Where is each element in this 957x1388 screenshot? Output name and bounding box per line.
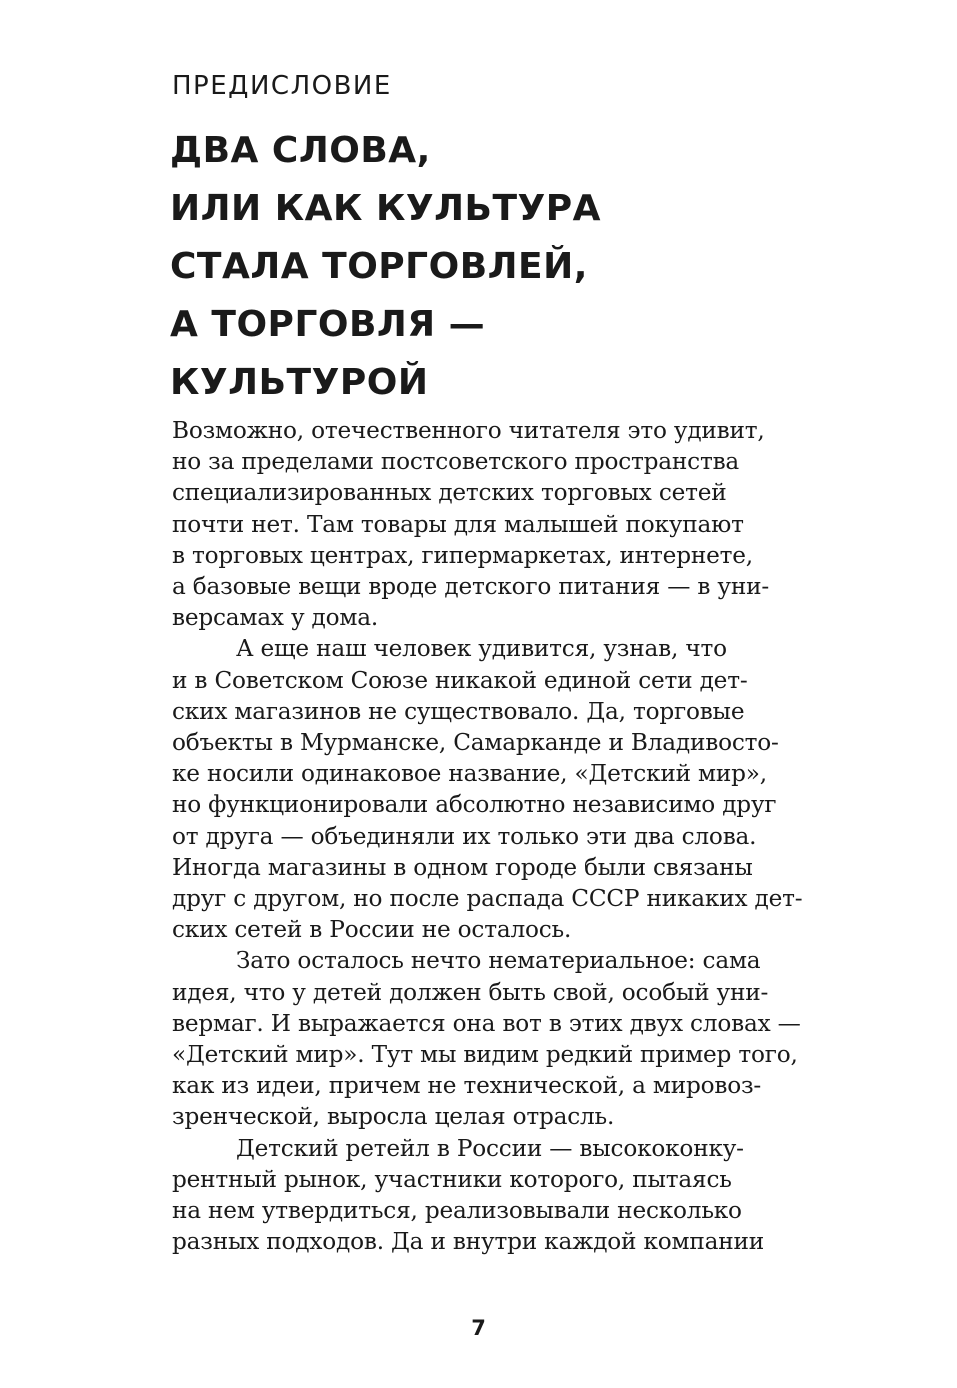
paragraph-3 — [172, 945, 872, 1132]
text-line: от друга — объединяли их только эти два слова. — [172, 822, 757, 850]
text-line: ских магазинов не существовало. Да, торговые — [172, 697, 745, 725]
paragraph-2 — [172, 633, 872, 945]
text-line: в торговых центрах, гипермаркетах, интернете, — [172, 541, 753, 569]
chapter-title-line: А ТОРГОВЛЯ — — [170, 304, 486, 345]
text-line: но за пределами постсоветского пространства — [172, 448, 740, 476]
paragraph-1 — [172, 415, 872, 633]
chapter-title-line: КУЛЬТУРОЙ — [170, 362, 429, 403]
text-line: А еще наш человек удивится, узнав, что — [236, 635, 727, 663]
chapter-title-line: ИЛИ КАК КУЛЬТУРА — [170, 188, 602, 229]
chapter-title-line: ДВА СЛОВА, — [170, 130, 431, 171]
text-line: Возможно, отечественного читателя это удивит, — [172, 417, 765, 444]
text-line: друг с другом, но после распада СССР никаких дет- — [172, 885, 803, 913]
chapter-title — [170, 122, 601, 412]
text-line: Иногда магазины в одном городе были связаны — [172, 853, 753, 881]
text-line: и в Советском Союзе никакой единой сети дет- — [172, 666, 748, 694]
text-line: «Детский мир». Тут мы видим редкий пример того, — [172, 1041, 798, 1069]
chapter-title-line: СТАЛА ТОРГОВЛЕЙ, — [170, 246, 588, 287]
text-line: Зато осталось нечто нематериальное: сама — [236, 947, 761, 975]
text-line: разных подходов. Да и внутри каждой компании — [172, 1228, 764, 1256]
text-line: на нем утвердиться, реализовывали несколько — [172, 1197, 742, 1225]
section-label: ПРЕДИСЛОВИЕ — [172, 71, 392, 101]
text-line: вермаг. И выражается она вот в этих двух словах — — [172, 1009, 801, 1037]
text-line: рентный рынок, участники которого, пытаясь — [172, 1165, 732, 1193]
text-line: зренческой, выросла целая отрасль. — [172, 1103, 615, 1131]
text-line: идея, что у детей должен быть свой, особый уни- — [172, 978, 769, 1006]
text-line: объекты в Мурманске, Самарканде и Владивосто- — [172, 729, 779, 757]
text-line: а базовые вещи вроде детского питания — в уни- — [172, 573, 769, 601]
text-line: версамах у дома. — [172, 604, 379, 632]
text-line: ских сетей в России не осталось. — [172, 916, 572, 944]
body-text — [172, 415, 872, 1257]
page-number: 7 — [471, 1316, 486, 1340]
text-line: почти нет. Там товары для малышей покупают — [172, 510, 744, 538]
text-line: как из идеи, причем не технической, а мировоз- — [172, 1072, 762, 1100]
paragraph-4 — [172, 1133, 872, 1258]
text-line: но функционировали абсолютно независимо друг — [172, 791, 777, 819]
text-line: Детский ретейл в России — высококонку- — [236, 1134, 744, 1162]
text-line: специализированных детских торговых сетей — [172, 479, 727, 507]
text-line: ке носили одинаковое название, «Детский мир», — [172, 760, 767, 788]
